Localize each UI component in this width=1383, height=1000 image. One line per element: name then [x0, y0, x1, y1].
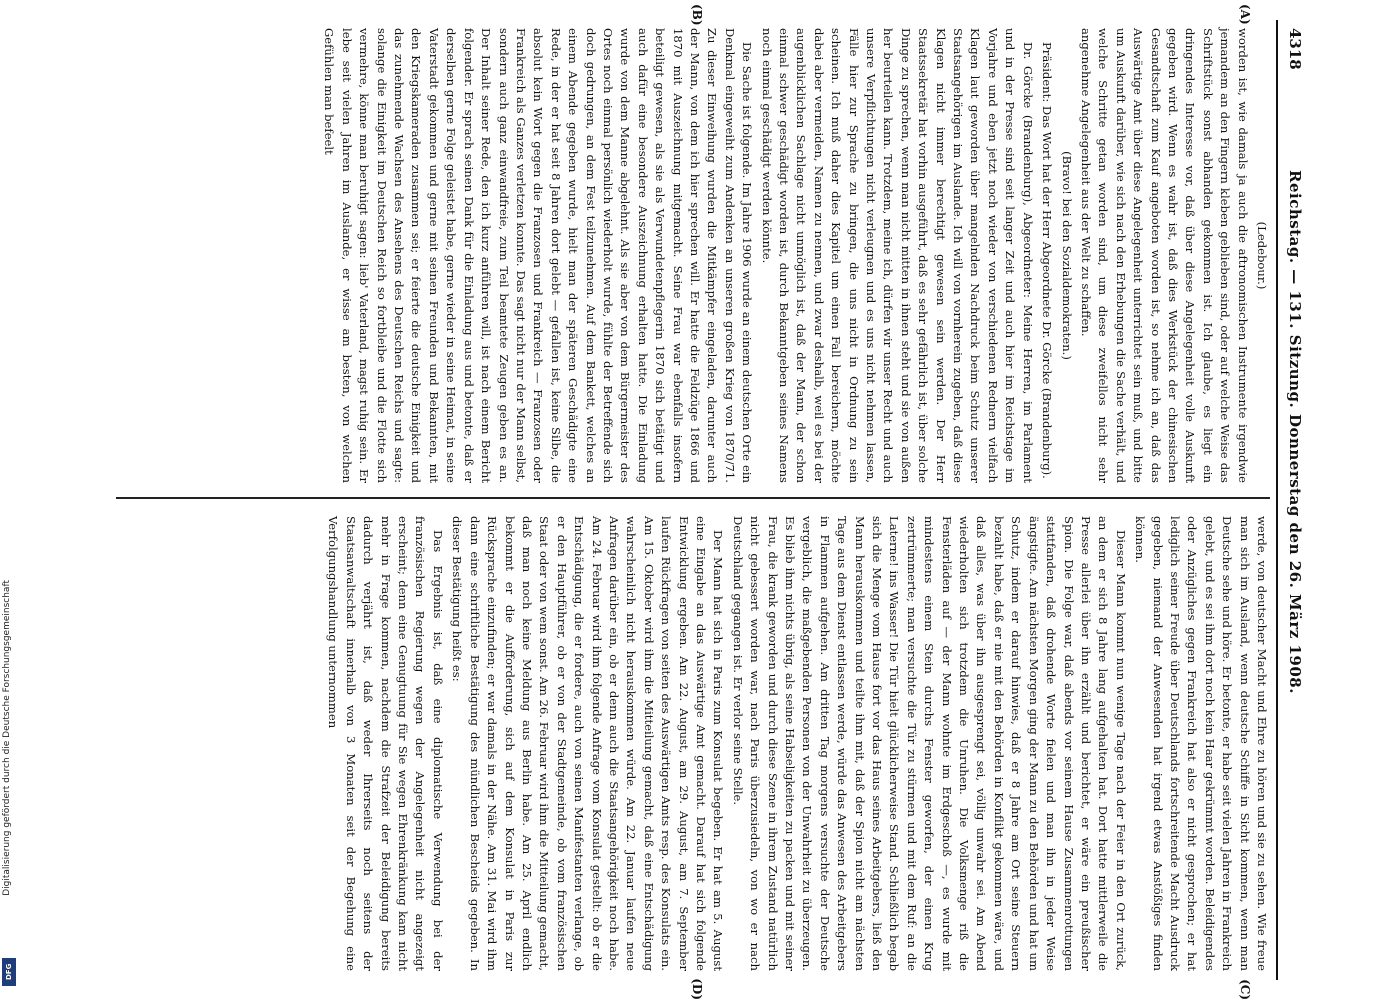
applause-note: (Bravo! bei den Sozialdemokraten.) [1059, 151, 1074, 360]
margin-marker-c: (C) [1238, 979, 1252, 1000]
paragraph: Präsident: Das Wort hat der Herr Abgeordnete Dr. Görcke (Brandenburg). [1040, 42, 1055, 479]
column-divider [116, 497, 1270, 499]
margin-marker-d: (D) [690, 978, 704, 1000]
page-number: 4318 [1286, 28, 1304, 70]
page-header [1278, 20, 1308, 980]
page-title: Reichstag. — 131. Sitzung. Donnerstag den 26. März 1908. [1286, 170, 1304, 694]
paragraph: Der Mann hat sich in Paris zum Konsulat begeben. Er hat am 5. August eine Eingabe an das Auswärtige Amt gemacht. Darauf hat sich folgende Entwicklung ergeben. Am 22. August, am 29. August, am 7. September laufen Rückfragen von seiten des Auswärtigen Amts resp. des Konsulats ein. Am 15. Oktober wird ihm die Mitteilung gemacht, daß eine Entschädigung wahrscheinlich nicht herauskommen würde. Am 22. Januar laufen neue Anfragen darüber ein, ob er denn auch die Staatsangehörigkeit noch habe. Am 24. Februar wird ihm folgende Anfrage vom Konsulat gestellt: ob er die Entschädigung, die er fordere, auch von seinen Manifestanten verlange, ob er den Hauptführer, ob er von der Stadtgemeinde, ob vom französischen Staat oder von wem sonst. Am 26. Februar wird ihm die Mitteilung gemacht, daß man noch keine Meldung aus Berlin habe. Am 25. April endlich bekommt er die Aufforderung, sich auf dem Konsulat in Paris zur Rücksprache einzufinden; er war damals in der Nähe. Am 31. Mai wird ihm dann eine schriftliche Bestätigung des mündlichen Bescheids gegeben. In dieser Bestätigung heißt es: [450, 516, 726, 971]
quoted-paragraph: Das Ergebnis ist, daß eine diplomatische Verwendung bei der französischen Regierung wegen der Angelegenheit nicht angezeigt erscheint; denn eine Genugtuung für Sie wegen Ehrenkränkung kam nicht mehr in Frage kommen, nachdem die Strafzeit der Beleidigung bereits dadurch verjährt ist, daß weder Ihrerseits noch seitens der Staatsanwaltschaft innerhalb von 3 Monaten seit der Begehung eine Verfolgungshandlung unternommen [326, 516, 445, 971]
rotated-document-page [56, 0, 1316, 1000]
header-rule [1276, 20, 1278, 980]
paragraph: Dieser Mann kommt nun wenige Tage nach der Feier in den Ort zurück, an dem er sich 8 Jahre lang aufgehalten hat. Dort hatte mittlerweile die Presse allerlei über ihn erzählt und berichtet, er wäre ein preußischer Spion. Die Folge war, daß abends vor seinem Hause Zusammenrottungen stattfanden, daß drohende Worte fielen und man ihn in jeder Weise ängstigte. Am nächsten Morgen ging der Mann zu den Behörden und hat um Schutz, indem er darauf hinwies, daß er 8 Jahre am Ort seine Steuern bezahlt habe, daß er nie mit den Behörden in Konflikt gekommen wäre, und daß alles, was über ihn ausgesprengt sei, völlig unwahr sei. Am Abend wiederholten sich trotzdem die Unruhen. Die Volksmenge riß die Fensterläden auf — der Mann wohnte im Erdgeschoß —, es wurde mit mindestens einem Stein durchs Fenster geworfen, der einen Krug zertrümmerte; man versuchte die Tür zu stürmen und mit dem Ruf: an die Laterne! ins Wasser! Die Tür hielt glücklicherweise Stand. Schließlich begab sich die Menge vom Hause fort vor das Haus seines Arbeitgebers, ließ den Mann herauskommen und teilte ihm mit, daß der Spion nicht am nächsten Tage aus dem Dienst entlassen werde, würde das Anwesen des Arbeitgebers in Flammen aufgehen. Am dritten Tag morgens versuchte der Deutsche vergeblich, die maßgebenden Personen von der Unwahrheit zu überzeugen. Es blieb ihm nichts übrig, als seine Habseligkeiten zu packen und mit seiner Frau, die krank geworden und durch diese Szene in ihrem Zustand natürlich nicht gebessert worden war, nach Paris überzusiedeln, von wo er nach Deutschland gegangen ist. Er verlor seine Stelle. [730, 516, 1128, 971]
left-text-column [76, 28, 1270, 483]
paragraph: worden ist, wie damals ja auch die aftronomischen Instrumente irgendwie jemandem an den Fingern kleben geblieben sind, oder auf welche Weise das Schriftstück sonst abhanden gekommen ist. Ich glaube, es liegt ein dringendes Interesse vor, daß über diese Angelegenheit volle Auskunft gegeben wird. Wenn es wahr ist, daß dies Werkstück der chinesischen Gesandtschaft zum Kauf angeboten worden ist, so nehme ich an, daß das Auswärtige Amt über diese Angelegenheit unterrichtet sein muß, und bitte um Auskunft darüber, wie sich nach den Erhebungen die Sache verhält, und welche Schritte getan worden sind, um diese zweifellos nicht sehr angenehme Angelegenheit aus der Welt zu schaffen. [1078, 28, 1250, 483]
speaker-tag: (Ledebour.) [1255, 221, 1269, 290]
digitization-credit: Digitalisierung gefördert durch die Deutsche Forschungsgemeinschaft [2, 580, 12, 896]
margin-marker-a: (A) [1238, 4, 1252, 25]
margin-marker-b: (B) [690, 4, 704, 26]
paragraph: werde, von deutscher Macht und Ehre zu hören und sie zu sehen. Wie freue man sich im Ausland, wenn deutsche Schiffe in Sicht kommen, wenn man Deutsche sehe und höre. Er betonte, er habe seit vielen Jahren in Frankreich gelebt, und es sei ihm dort noch kein Haar gekrümmt worden. Beleidigendes oder Anzügliches gegen Frankreich hat also er nicht gesprochen; er hat lediglich seiner Freude über Deutschlands fortschreitende Macht Ausdruck gegeben, niemand der Anwesenden hat irgend etwas Anstößiges finden können. [1133, 516, 1269, 971]
right-text-column [76, 516, 1270, 971]
dfg-logo-icon: DFG [2, 958, 16, 986]
paragraph: Dr. Görcke (Brandenburg), Abgeordneter: Meine Herren, im Parlament und in der Presse sind seit langer Zeit und auch hier im Reichstage im Vorjahre und eben jetzt noch wieder von verschiedenen Rednern vielfach Klagen laut geworden über mangelnden Nachdruck beim Schutz unserer Staatsangehörigen im Auslande. Ich will von vornherein zugeben, daß diese Klagen nicht immer berechtigt gewesen sein werden. Der Herr Staatssekretär hat vorhin ausgeführt, daß es sehr gefährlich ist, über solche Dinge zu sprechen, wenn man nicht mitten in ihnen steht und sie von außen her beurteilen kann. Trotzdem, meine ich, dürfen wir unser Recht und auch unsere Verpflichtungen nicht verleugnen und es uns nicht nehmen lassen, Fälle hier zur Sprache zu bringen, die uns nicht in Ordnung zu sein scheinen. Ich muß daher dies Kapitel um einen Fall bereichern, möchte dabei aber vermeiden, Namen zu nennen, und zwar deshalb, weil es bei der augenblicklichen Sachlage nicht unmöglich ist, daß der Mann, der schon einmal schwer geschädigt worden ist, durch Bekanntgeben seines Namens noch einmal geschädigt werden könnte. [759, 28, 1035, 483]
paragraph: Die Sache ist folgende. Im Jahre 1906 wurde an einem deutschen Orte ein Denkmal eingeweiht zum Andenken an unseren großen Krieg von 1870/71. Zu dieser Einweihung wurden die Mitkämpfer eingeladen, darunter auch der Mann, von dem ich hier sprechen will. Er hatte die Feldzüge 1866 und 1870 mit Auszeichnung mitgemacht. Seine Frau war ebenfalls insofern beteiligt gewesen, als sie als Verwundetenpflegerin 1870 sich betätigt und auch dafür eine besondere Auszeichnung erhalten hatte. Die Einladung wurde von dem Manne abgelehnt. Als sie aber von dem Bürgermeister des Ortes noch einmal persönlich wiederholt wurde, fühlte der Betreffende sich doch gedrungen, an dem Fest teilzunehmen. Auf dem Bankett, welches an einem Abende gegeben wurde, hielt man der späteren Geschädigte eine Rede, in der er hat seit 8 Jahren dort gelebt — gefallen ist, keine Silbe, die absolut kein Wort gegen die Franzosen und Frankreich — Franzosen oder Frankreich als Ganzes verletzen konnte. Das sagt nicht nur der Mann selbst, sondern auch ganz einwandfreie, zum Teil beamtete Zeugen geben es an. Der Inhalt seiner Rede, den ich kurz anführen will, ist nach einem Bericht folgender. Er sprach seinen Dank für die Einladung aus und betonte, daß er derselben gerne Folge geleistet habe, gerne wieder in seine Heimat, in seine Vaterstadt gekommen und gerne mit seinen Freunden und Bekannten, mit den Kriegskameraden zusammen sei; er feierte die deutsche Einigkeit und das zunehmende Wachsen des Ansehens des Deutschen Reichs und sagte: solange die Einigkeit im Deutschen Reich so fortbleibe und die Flotte sich vermehre, könne man beruhigt sagen: lieb' Vaterland, magst ruhig sein. Er lebe seit vielen Jahren im Auslande, er wisse am besten, von welchen Gefühlen man befeelt [322, 28, 755, 483]
